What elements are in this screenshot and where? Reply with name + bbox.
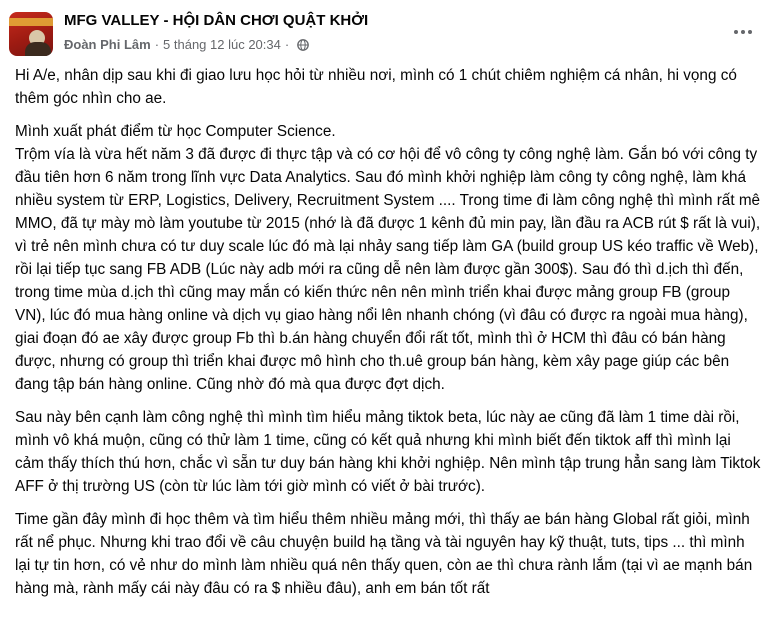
post-timestamp-link[interactable]: 5 tháng 12 lúc 20:34 <box>163 37 281 52</box>
post-paragraph-4: Time gần đây mình đi học thêm và tìm hiểu thêm nhiều mảng mới, thì thấy ae bán hàng Global rất giỏi, mình rất nể phục. Nhưng khi trao đổi về câu chuyện build hạ tầng và tài nguyên hay kỹ thuật, tuts, tips ... thì mình lại tự tin hơn, có vẻ như do mình làm nhiều quá nên thấy quen, còn ae thì chưa rành lắm (tại vì ae mạnh bán hàng mà, rành mấy cái này đâu có ra $ nhiều đâu), anh em bán tốt rất <box>15 511 753 597</box>
globe-icon[interactable] <box>297 39 309 51</box>
more-options-button[interactable] <box>727 20 759 44</box>
post-paragraph-3: Sau này bên cạnh làm công nghệ thì mình tìm hiểu mảng tiktok beta, lúc này ae cũng đã làm 1 time dài rồi, mình vô khá muộn, cũng có thử làm 1 time, cũng có kết quả nhưng khi mình biết đến tiktok aff thì mình lại cảm thấy thích thú hơn, chắc vì sẵn tư duy bán hàng khi khởi nghiệp. Nên mình tập trung hẳn sang làm Tiktok AFF ở thị trường US (còn từ lúc làm tới giờ mình có viết ở bài trước). <box>15 409 761 495</box>
post-paragraph-2: Mình xuất phát điểm từ học Computer Science. Trộm vía là vừa hết năm 3 đã được đi thực tập và có cơ hội để vô công ty công nghệ làm. Gắn bó với công ty đầu tiên hơn 6 năm trong lĩnh vực Data Analytics. Sau đó mình khởi nghiệp làm công ty công nghệ, làm khá nhiều system từ ERP, Logistics, Delivery, Recruitment System .... Trong time đi làm công nghệ thì mình rất mê MMO, đã tự mày mò làm youtube từ 2015 (nhớ là đã được 1 kênh đủ min pay, lần đầu ra ACB rút $ rất là vui), vì trẻ nên mình chưa có tư duy scale lúc đó mà lại nhảy sang tiếp làm GA (build group US kéo traffic về Web), rồi lại tiếp tục sang FB ADB (Lúc này adb mới ra cũng dễ nên làm được gần 300$). Sau đó thì d.ịch thì đến, trong time mùa d.ịch thì cũng may mắn có kiến thức nên nên mình triển khai được mảng group FB (group VN), lúc đó mua hàng online và dịch vụ giao hàng nổi lên nhanh chóng (vì đâu có được ra ngoài mua hàng), giai đoạn đó ae xây được group Fb thì b.án hàng chuyển đổi rất tốt, mình thì ở HCM thì đâu có bán hàng được, nhưng có group thì triển khai được mô hình cho th.uê group bán hàng, kèm xây page giúp các bên đang tập bán hàng online. Cũng nhờ đó mà qua được đợt dịch. <box>15 123 761 393</box>
group-avatar[interactable] <box>9 12 53 56</box>
group-name-link[interactable]: MFG VALLEY - HỘI DÂN CHƠI QUẬT KHỞI <box>64 12 369 29</box>
meta-separator-2: · <box>284 37 290 52</box>
post-header <box>9 8 761 56</box>
post-body <box>15 64 763 610</box>
avatar-banner-stripe <box>9 18 53 26</box>
more-dot-3 <box>748 30 752 34</box>
post-paragraph-1: Hi A/e, nhân dịp sau khi đi giao lưu học hỏi từ nhiều nơi, mình có 1 chút chiêm nghiệm cá nhân, hi vọng có thêm góc nhìn cho ae. <box>15 67 737 107</box>
more-dot-2 <box>741 30 745 34</box>
author-name-link[interactable]: Đoàn Phi Lâm <box>64 37 151 52</box>
avatar-figure-body <box>25 42 51 56</box>
meta-separator: · <box>154 37 160 52</box>
more-horizontal-icon <box>734 30 738 34</box>
post-meta <box>64 37 309 52</box>
